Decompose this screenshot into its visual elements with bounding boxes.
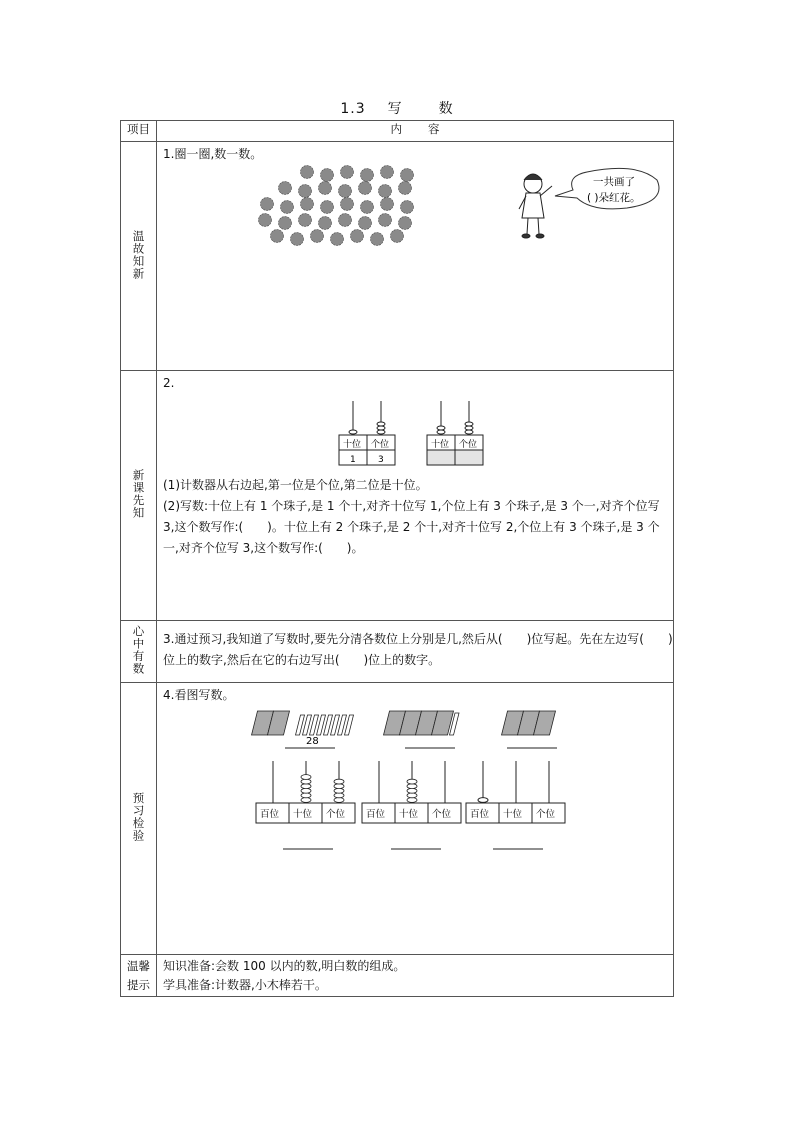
flower: [331, 233, 344, 246]
stick-bundles-2: [384, 711, 459, 735]
bead: [407, 779, 417, 784]
flower: [359, 182, 372, 195]
flower: [399, 217, 412, 230]
single-sticks-1: [296, 715, 354, 735]
write-number-figures: [157, 705, 677, 880]
flower: [401, 201, 414, 214]
flower: [351, 230, 364, 243]
flower: [279, 217, 292, 230]
bubble-line-2: ( )朵红花。: [587, 192, 641, 204]
bead: [301, 788, 311, 793]
page-title: [0, 98, 794, 118]
bead: [407, 793, 417, 798]
abacus-a: [256, 761, 355, 823]
abacus-c: [466, 761, 565, 823]
flower: [271, 230, 284, 243]
bead: [301, 793, 311, 798]
flower: [401, 169, 414, 182]
flower: [311, 230, 324, 243]
flower: [301, 198, 314, 211]
flower: [299, 214, 312, 227]
section-mind-label: 心中有数: [121, 621, 157, 683]
header-content: 内 容: [157, 121, 674, 142]
bead: [407, 784, 417, 789]
flower: [381, 198, 394, 211]
header-row: [121, 121, 674, 142]
abacus1-ones-label: 个位: [371, 440, 390, 450]
bead: [301, 798, 311, 803]
flower: [341, 166, 354, 179]
svg-text:十位: 十位: [293, 809, 313, 820]
section-tips-row: [121, 955, 674, 997]
header-project: 项目: [121, 121, 157, 142]
flower: [339, 185, 352, 198]
section-check-label: 预习检验: [121, 683, 157, 955]
bead: [301, 779, 311, 784]
section-new-content: [157, 371, 674, 621]
flower: [281, 201, 294, 214]
answer-28: 28: [306, 736, 319, 747]
tip-line-2: 学具准备:计数器,小木棒若干。: [163, 978, 327, 992]
section-new-label: 新课先知: [121, 371, 157, 621]
paragraph-2-2: (2)写数:十位上有 1 个珠子,是 1 个十,对齐十位写 1,个位上有 3 个珠子,是 3 个一,对齐个位写 3,这个数写作:( )。十位上有 2 个珠子,是 2 个十,对齐十位写 2,个位上有 3 个珠子,是 3 个一,对齐个位写 3,这个数写作:( )。: [163, 499, 660, 555]
svg-text:百位: 百位: [470, 809, 490, 820]
svg-text:十位: 十位: [503, 809, 523, 820]
section-mind-content: [157, 621, 674, 683]
section-new-row: [121, 371, 674, 621]
abacus2-ones-label: 个位: [459, 440, 478, 450]
bead: [334, 798, 344, 803]
flower: [299, 185, 312, 198]
section-review-content: [157, 142, 674, 371]
abacus-example-2: [427, 401, 483, 465]
flower: [301, 166, 314, 179]
svg-text:百位: 百位: [260, 809, 280, 820]
flower: [399, 182, 412, 195]
flower: [319, 217, 332, 230]
flower: [341, 198, 354, 211]
section-review-row: [121, 142, 674, 371]
title-char-2: 数: [438, 101, 454, 117]
flower: [279, 182, 292, 195]
bead: [407, 788, 417, 793]
svg-text:个位: 个位: [536, 809, 556, 820]
abacus-b: [362, 761, 461, 823]
svg-text:百位: 百位: [366, 809, 386, 820]
abacus2-tens-label: 十位: [431, 440, 450, 450]
bead: [334, 784, 344, 789]
title-number: 1.3: [340, 101, 366, 117]
svg-text:个位: 个位: [326, 809, 346, 820]
section-review-label: 温故知新: [121, 142, 157, 371]
section-check-content: [157, 683, 674, 955]
flower: [361, 201, 374, 214]
girl-figure: [519, 174, 552, 238]
bubble-line-1: 一共画了: [593, 176, 635, 188]
bead: [334, 793, 344, 798]
flower: [359, 217, 372, 230]
worksheet-table: [120, 120, 674, 997]
bead: [334, 779, 344, 784]
stick-bundles-3: [502, 711, 556, 735]
flower: [381, 166, 394, 179]
abacus-example-1: [339, 401, 395, 465]
question-1: 1.圈一圈,数一数。: [163, 147, 263, 161]
section-mind-row: [121, 621, 674, 683]
flower: [291, 233, 304, 246]
flower: [259, 214, 272, 227]
paragraph-2-1: (1)计数器从右边起,第一位是个位,第二位是十位。: [163, 478, 428, 492]
abacus1-tens-value: 1: [350, 455, 356, 465]
svg-text:个位: 个位: [432, 809, 452, 820]
paragraph-3: 3.通过预习,我知道了写数时,要先分清各数位上分别是几,然后从( )位写起。先在左边写( )位上的数字,然后在它的右边写出( )位上的数字。: [163, 632, 673, 667]
tip-line-1: 知识准备:会数 100 以内的数,明白数的组成。: [163, 959, 406, 973]
abacus1-tens-label: 十位: [343, 440, 362, 450]
flower: [361, 169, 374, 182]
bead: [301, 784, 311, 789]
flowers-illustration: [247, 164, 747, 254]
flower: [339, 214, 352, 227]
question-2: 2.: [163, 376, 175, 390]
flower: [319, 182, 332, 195]
question-4: 4.看图写数。: [163, 688, 235, 702]
flower: [321, 169, 334, 182]
flower: [379, 185, 392, 198]
bead: [334, 788, 344, 793]
flower: [391, 230, 404, 243]
section-tips-content: [157, 955, 674, 997]
abacus1-ones-value: 3: [378, 455, 384, 465]
stick-bundles-1: [252, 711, 290, 735]
bead: [301, 775, 311, 780]
title-char-1: 写: [387, 101, 403, 117]
flower: [261, 198, 274, 211]
abacus-examples: [335, 397, 695, 469]
bead: [407, 798, 417, 803]
section-tips-label: 温馨 提示: [121, 955, 157, 997]
svg-text:十位: 十位: [399, 809, 419, 820]
flower: [371, 233, 384, 246]
flower: [379, 214, 392, 227]
flower: [321, 201, 334, 214]
section-check-row: [121, 683, 674, 955]
